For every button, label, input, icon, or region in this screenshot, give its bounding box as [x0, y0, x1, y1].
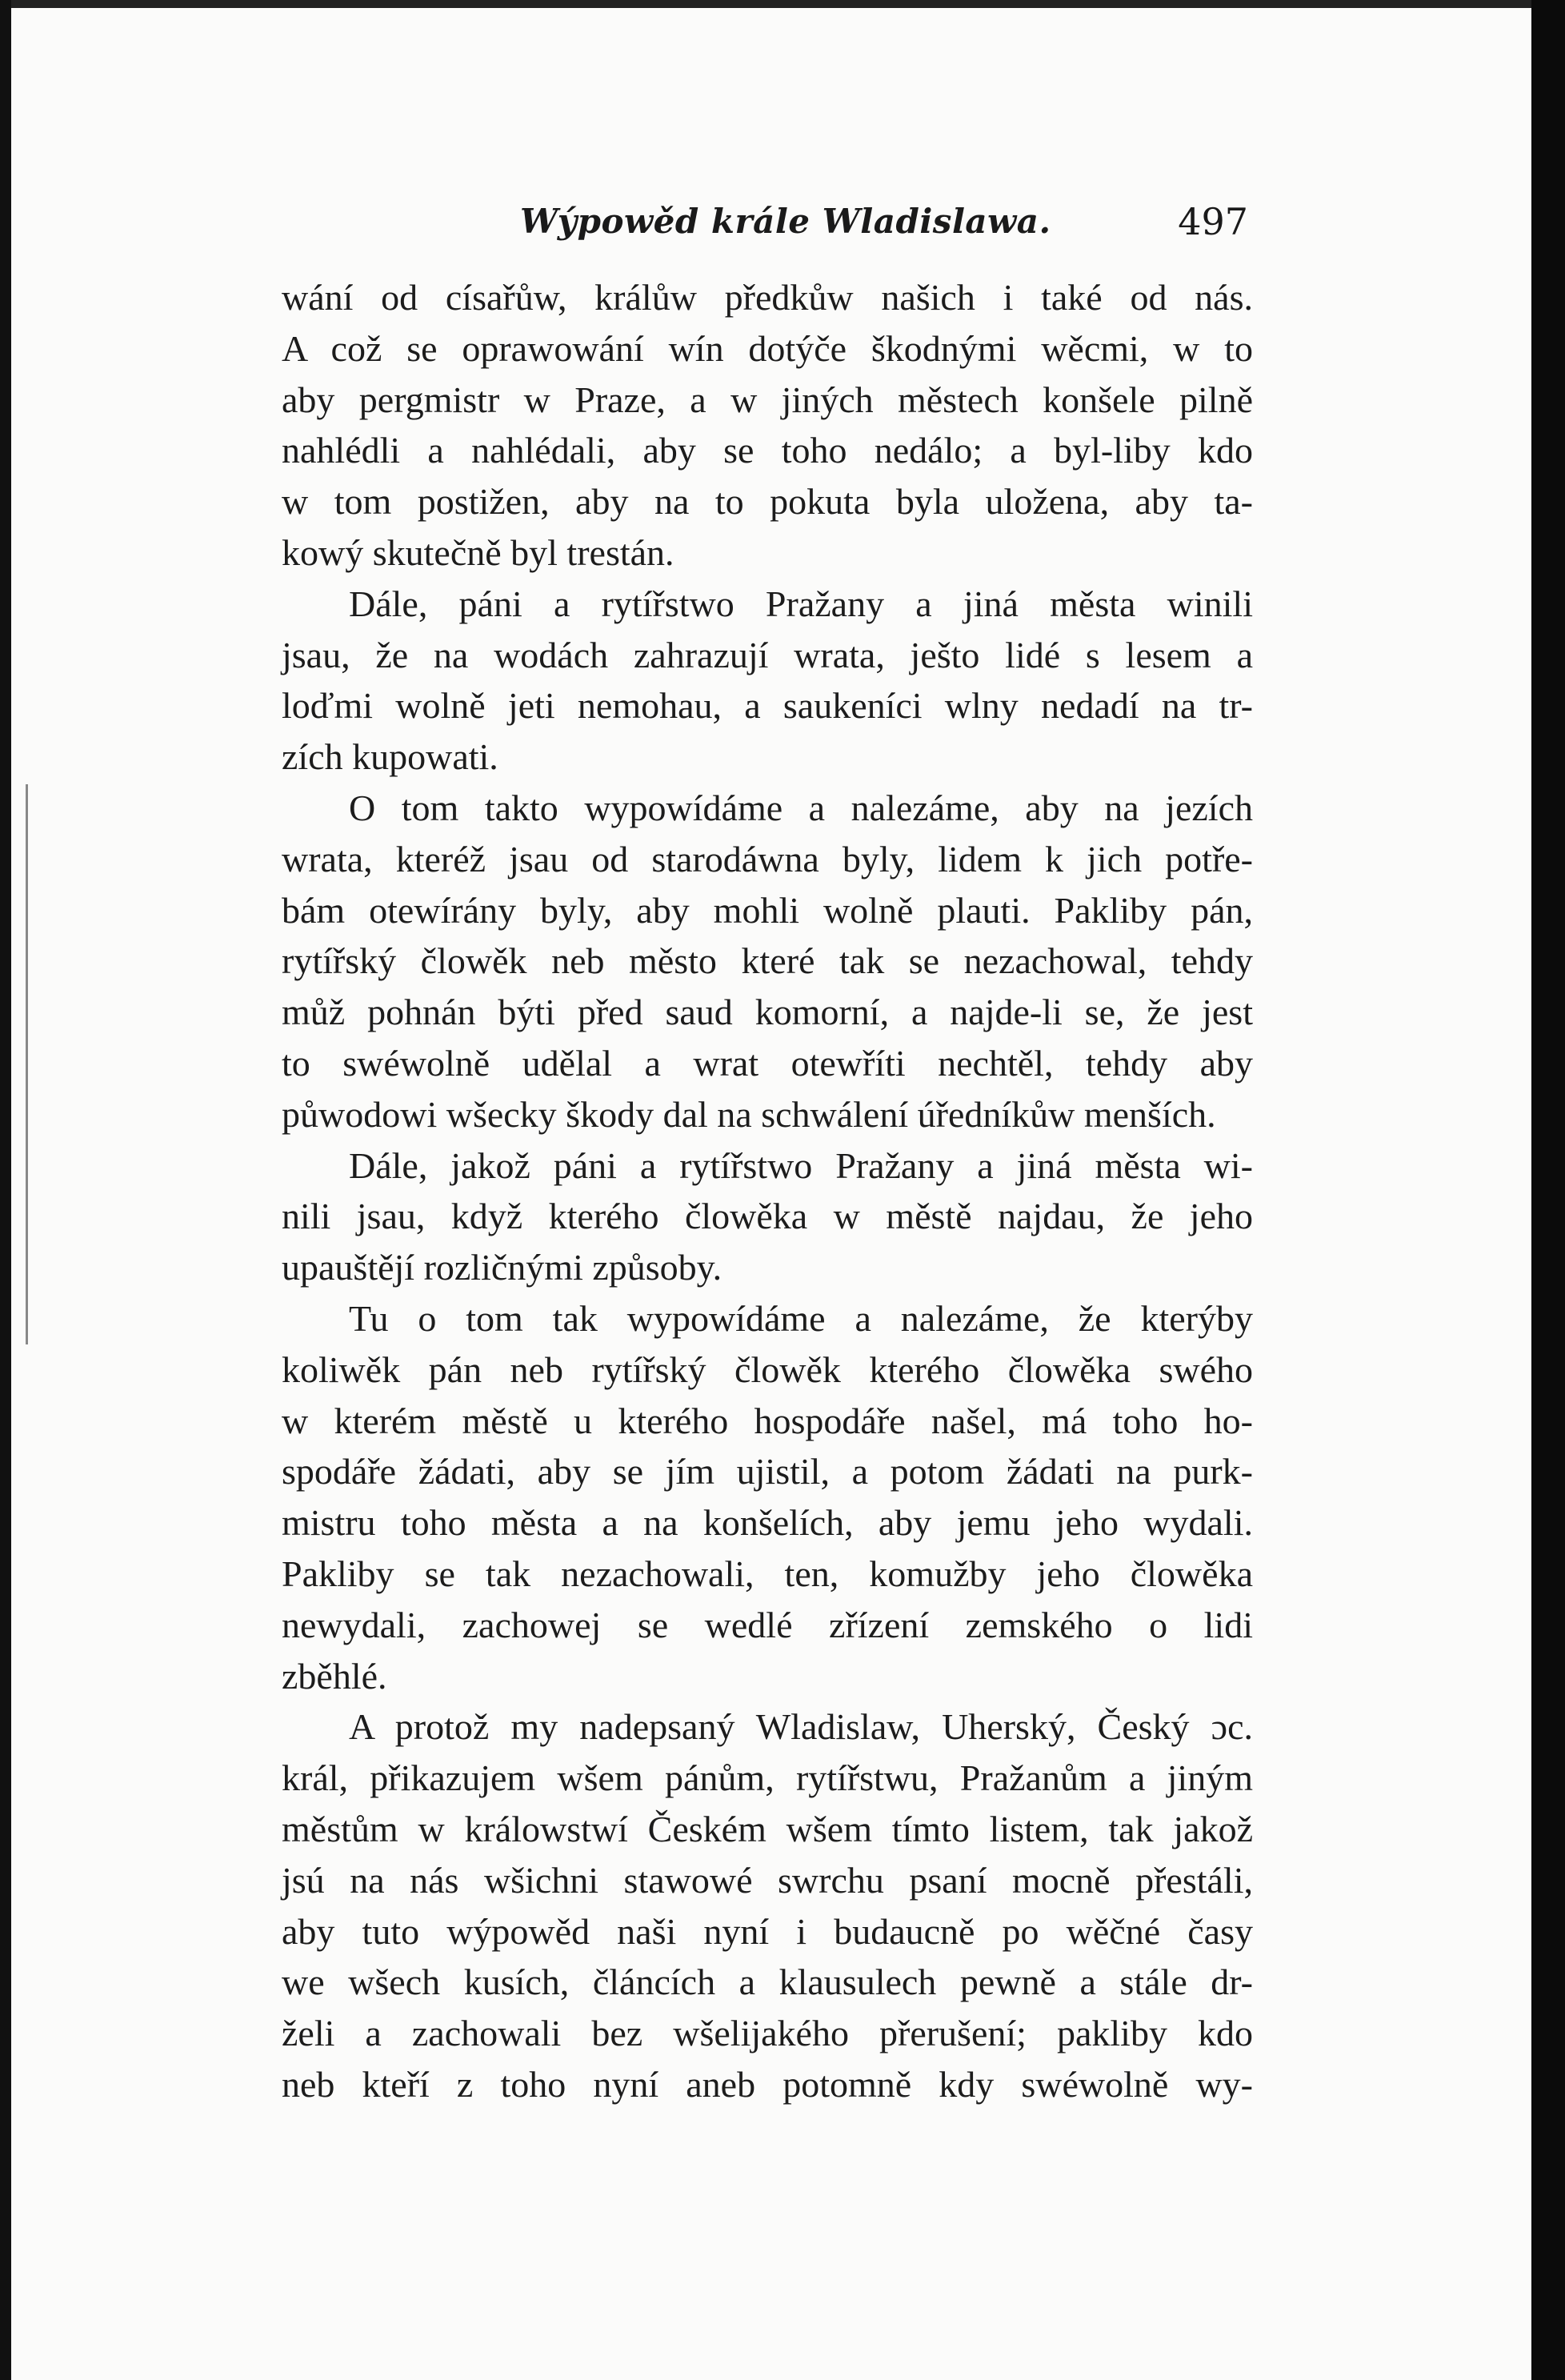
text-line: w kterém městě u kterého hospodáře našel, má toho ho-: [282, 1400, 1253, 1441]
text-line: zích kupowati.: [282, 736, 498, 778]
scan-border-top: [0, 0, 1565, 8]
text-line: jsau, že na wodách zahrazují wrata, ješto lidé s lesem a: [282, 634, 1253, 675]
paragraph: [282, 1701, 1253, 2110]
scan-border-right: [1531, 0, 1565, 2380]
text-line: nili jsau, když kterého člowěka w městě najdau, že jeho: [282, 1196, 1253, 1237]
text-line: w tom postižen, aby na to pokuta byla uložena, aby ta-: [282, 481, 1253, 523]
text-line: želi a zachowali bez wšelijakého přerušení; pakliby kdo: [282, 2013, 1253, 2054]
page-number: 497: [1178, 200, 1248, 243]
text-line: loďmi wolně jeti nemohau, a saukeníci wlny nedadí na tr-: [282, 685, 1253, 727]
text-line: zběhlé.: [282, 1655, 387, 1697]
running-title: Wýpowěd krále Wladislawa.: [520, 202, 1051, 241]
text-line: Tu o tom tak wypowídáme a nalezáme, že kterýby: [349, 1297, 1253, 1339]
text-line: aby tuto wýpowěd naši nyní i budaucně po wěčné časy: [282, 1910, 1253, 1952]
text-line: neb kteří z toho nyní aneb potomně kdy swéwolně wy-: [282, 2063, 1253, 2105]
text-line: městům w králowstwí Českém wšem tímto listem, tak jakož: [282, 1808, 1253, 1849]
text-line: Dále, jakož páni a rytířstwo Pražany a jiná města wi-: [349, 1144, 1253, 1186]
text-line: bám otewírány byly, aby mohli wolně plauti. Pakliby pán,: [282, 889, 1253, 931]
text-line: rytířský člowěk neb město které tak se nezachowal, tehdy: [282, 940, 1253, 982]
text-line: to swéwolně udělal a wrat otewříti nechtěl, tehdy aby: [282, 1042, 1253, 1084]
text-line: wrata, kteréž jsau od starodáwna byly, lidem k jich potře-: [282, 838, 1253, 879]
paragraph: [282, 579, 1253, 783]
paragraph: [282, 1293, 1253, 1701]
binding-gutter-mark: [26, 784, 28, 1344]
text-line: A což se oprawowání wín dotýče škodnými wěcmi, w to: [282, 327, 1253, 369]
text-line: A protož my nadepsaný Wladislaw, Uherský, Český ɔc.: [349, 1706, 1253, 1748]
text-line: mistru toho města a na konšelích, aby jemu jeho wydali.: [282, 1502, 1253, 1544]
text-line: půwodowi wšecky škody dal na schwálení úředníkůw menších.: [282, 1093, 1216, 1135]
text-line: we wšech kusích, článcích a klausulech pewně a stále dr-: [282, 1961, 1253, 2003]
text-line: spodáře žádati, aby se jím ujistil, a potom žádati na purk-: [282, 1451, 1253, 1493]
text-line: newydali, zachowej se wedlé zřízení zemského o lidi: [282, 1604, 1253, 1645]
text-line: koliwěk pán neb rytířský člowěk kterého člowěka swého: [282, 1348, 1253, 1390]
page-header: [520, 194, 1248, 258]
text-line: O tom takto wypowídáme a nalezáme, aby na jezích: [349, 787, 1253, 828]
text-line: Pakliby se tak nezachowali, ten, komužby jeho člowěka: [282, 1553, 1253, 1594]
text-line: wání od císařůw, králůw předkůw našich i také od nás.: [282, 277, 1253, 318]
paragraph: [282, 272, 1253, 579]
text-line: král, přikazujem wšem pánům, rytířstwu, Pražanům a jiným: [282, 1757, 1253, 1799]
paragraph: [282, 1140, 1253, 1293]
text-line: upauštějí rozličnými způsoby.: [282, 1247, 722, 1288]
text-line: nahlédli a nahlédali, aby se toho nedálo; a byl-liby kdo: [282, 430, 1253, 471]
text-line: aby pergmistr w Praze, a w jiných městech konšele pilně: [282, 379, 1253, 420]
paragraph: [282, 783, 1253, 1140]
text-line: Dále, páni a rytířstwo Pražany a jiná města winili: [349, 583, 1253, 624]
text-line: můž pohnán býti před saud komorní, a najde-li se, že jest: [282, 992, 1253, 1033]
body-text: [282, 272, 1253, 2110]
text-line: jsú na nás wšichni stawowé swrchu psaní mocně přestáli,: [282, 1859, 1253, 1901]
text-line: kowý skutečně byl trestán.: [282, 531, 674, 573]
scan-border-left: [0, 0, 11, 2380]
